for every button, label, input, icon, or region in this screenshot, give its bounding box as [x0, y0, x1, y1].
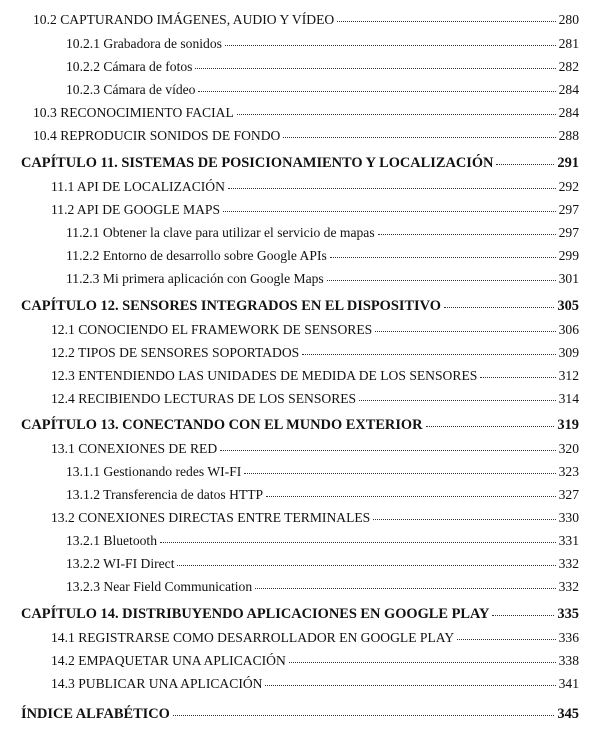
toc-entry-section: [51, 509, 579, 527]
entry-page-number: 281: [558, 36, 579, 51]
dot-leader: [160, 542, 556, 543]
toc-entry-subsection: [66, 224, 579, 242]
entry-title: 13.2.1 Bluetooth: [66, 533, 158, 548]
entry-page-number: 336: [558, 630, 579, 645]
toc-entry-subsection: [66, 578, 579, 596]
entry-title: CAPÍTULO 13. CONECTANDO CON EL MUNDO EXTERIOR: [21, 417, 423, 433]
entry-page-number: 299: [558, 248, 579, 263]
entry-page-number: 338: [558, 653, 579, 668]
entry-title: 11.1 API DE LOCALIZACIÓN: [51, 179, 225, 194]
entry-title: 10.2.1 Grabadora de sonidos: [66, 36, 222, 51]
entry-title: 13.1 CONEXIONES DE RED: [51, 441, 218, 456]
dot-leader: [265, 685, 555, 686]
toc-entry-section: [51, 629, 579, 647]
entry-page-number: 312: [558, 368, 579, 383]
entry-page-number: 288: [558, 128, 579, 143]
dot-leader: [426, 426, 555, 427]
toc-entry-section: [33, 11, 579, 29]
dot-leader: [237, 114, 556, 115]
entry-page-number: 314: [558, 391, 579, 406]
entry-title: CAPÍTULO 14. DISTRIBUYENDO APLICACIONES EN GOOGLE PLAY: [21, 606, 490, 622]
dot-leader: [330, 257, 556, 258]
toc-entry-section: [51, 390, 579, 408]
entry-title: 13.2.2 WI-FI Direct: [66, 556, 175, 571]
entry-page-number: 332: [558, 556, 579, 571]
entry-page-number: 297: [558, 202, 579, 217]
toc-entry-subsection: [66, 81, 579, 99]
entry-page-number: 291: [557, 155, 579, 171]
dot-leader: [373, 519, 555, 520]
entry-page-number: 292: [558, 179, 579, 194]
toc-entry-subsection: [66, 270, 579, 288]
entry-page-number: 284: [558, 82, 579, 97]
entry-title: 13.1.2 Transferencia de datos HTTP: [66, 487, 264, 502]
entry-title: 12.4 RECIBIENDO LECTURAS DE LOS SENSORES: [51, 391, 357, 406]
toc-entry-subsection: [66, 555, 579, 573]
entry-page-number: 320: [558, 441, 579, 456]
toc-entry-section: [33, 127, 579, 145]
entry-page-number: 305: [557, 298, 579, 314]
toc-entry-section: [51, 675, 579, 693]
dot-leader: [302, 354, 555, 355]
entry-page-number: 301: [558, 271, 579, 286]
toc-entry-chapter: [21, 154, 579, 172]
toc-entry-subsection: [66, 35, 579, 53]
entry-page-number: 341: [558, 676, 579, 691]
entry-title: 10.2.3 Cámara de vídeo: [66, 82, 196, 97]
entry-title: 11.2.2 Entorno de desarrollo sobre Google APIs: [66, 248, 327, 263]
entry-title: 10.2 CAPTURANDO IMÁGENES, AUDIO Y VÍDEO: [33, 12, 335, 27]
entry-title: 12.2 TIPOS DE SENSORES SOPORTADOS: [51, 345, 300, 360]
dot-leader: [223, 211, 556, 212]
toc-entry-subsection: [66, 486, 579, 504]
entry-page-number: 306: [558, 322, 579, 337]
dot-leader: [492, 615, 554, 616]
dot-leader: [266, 496, 556, 497]
dot-leader: [220, 450, 555, 451]
entry-page-number: 323: [558, 464, 579, 479]
dot-leader: [198, 91, 555, 92]
dot-leader: [327, 280, 556, 281]
entry-title: 10.3 RECONOCIMIENTO FACIAL: [33, 105, 234, 120]
dot-leader: [289, 662, 556, 663]
dot-leader: [244, 473, 555, 474]
toc-entry-section: [51, 201, 579, 219]
entry-title: ÍNDICE ALFABÉTICO: [21, 706, 170, 722]
dot-leader: [359, 400, 555, 401]
entry-title: 14.1 REGISTRARSE COMO DESARROLLADOR EN GOOGLE PLAY: [51, 630, 455, 645]
entry-title: CAPÍTULO 11. SISTEMAS DE POSICIONAMIENTO Y LOCALIZACIÓN: [21, 155, 494, 171]
toc-entry-subsection: [66, 532, 579, 550]
dot-leader: [225, 45, 556, 46]
dot-leader: [337, 21, 555, 22]
dot-leader: [480, 377, 555, 378]
toc-entry-section: [51, 321, 579, 339]
dot-leader: [378, 234, 556, 235]
entry-title: CAPÍTULO 12. SENSORES INTEGRADOS EN EL DISPOSITIVO: [21, 298, 441, 314]
toc-entry-subsection: [66, 58, 579, 76]
toc-entry-section: [51, 178, 579, 196]
entry-page-number: 330: [558, 510, 579, 525]
dot-leader: [457, 639, 555, 640]
entry-page-number: 319: [557, 417, 579, 433]
dot-leader: [255, 588, 555, 589]
entry-title: 13.1.1 Gestionando redes WI-FI: [66, 464, 242, 479]
toc-entry-section: [51, 440, 579, 458]
entry-page-number: 282: [558, 59, 579, 74]
toc-entry-subsection: [66, 463, 579, 481]
entry-title: 10.2.2 Cámara de fotos: [66, 59, 193, 74]
toc-entry-subsection: [66, 247, 579, 265]
entry-page-number: 331: [558, 533, 579, 548]
dot-leader: [375, 331, 555, 332]
toc-entry-chapter: [21, 605, 579, 623]
toc-entry-chapter: [21, 416, 579, 434]
entry-page-number: 297: [558, 225, 579, 240]
entry-title: 11.2.3 Mi primera aplicación con Google Maps: [66, 271, 324, 286]
entry-page-number: 332: [558, 579, 579, 594]
entry-title: 10.4 REPRODUCIR SONIDOS DE FONDO: [33, 128, 281, 143]
entry-page-number: 345: [557, 706, 579, 722]
entry-page-number: 280: [558, 12, 579, 27]
dot-leader: [496, 164, 554, 165]
dot-leader: [444, 307, 554, 308]
entry-title: 11.2 API DE GOOGLE MAPS: [51, 202, 221, 217]
entry-title: 11.2.1 Obtener la clave para utilizar el servicio de mapas: [66, 225, 375, 240]
entry-title: 14.2 EMPAQUETAR UNA APLICACIÓN: [51, 653, 286, 668]
toc-entry-section: [51, 344, 579, 362]
entry-page-number: 327: [558, 487, 579, 502]
entry-title: 13.2 CONEXIONES DIRECTAS ENTRE TERMINALES: [51, 510, 371, 525]
entry-page-number: 284: [558, 105, 579, 120]
dot-leader: [283, 137, 555, 138]
toc-entry-chapter: [21, 297, 579, 315]
entry-page-number: 335: [557, 606, 579, 622]
toc-entry-section: [51, 367, 579, 385]
toc-entry-index: [21, 705, 579, 723]
entry-page-number: 309: [558, 345, 579, 360]
dot-leader: [177, 565, 555, 566]
dot-leader: [228, 188, 556, 189]
entry-title: 12.1 CONOCIENDO EL FRAMEWORK DE SENSORES: [51, 322, 373, 337]
entry-title: 13.2.3 Near Field Communication: [66, 579, 253, 594]
toc-entry-section: [51, 652, 579, 670]
entry-title: 12.3 ENTENDIENDO LAS UNIDADES DE MEDIDA DE LOS SENSORES: [51, 368, 478, 383]
dot-leader: [173, 715, 555, 716]
dot-leader: [195, 68, 555, 69]
entry-title: 14.3 PUBLICAR UNA APLICACIÓN: [51, 676, 263, 691]
toc-entry-section: [33, 104, 579, 122]
